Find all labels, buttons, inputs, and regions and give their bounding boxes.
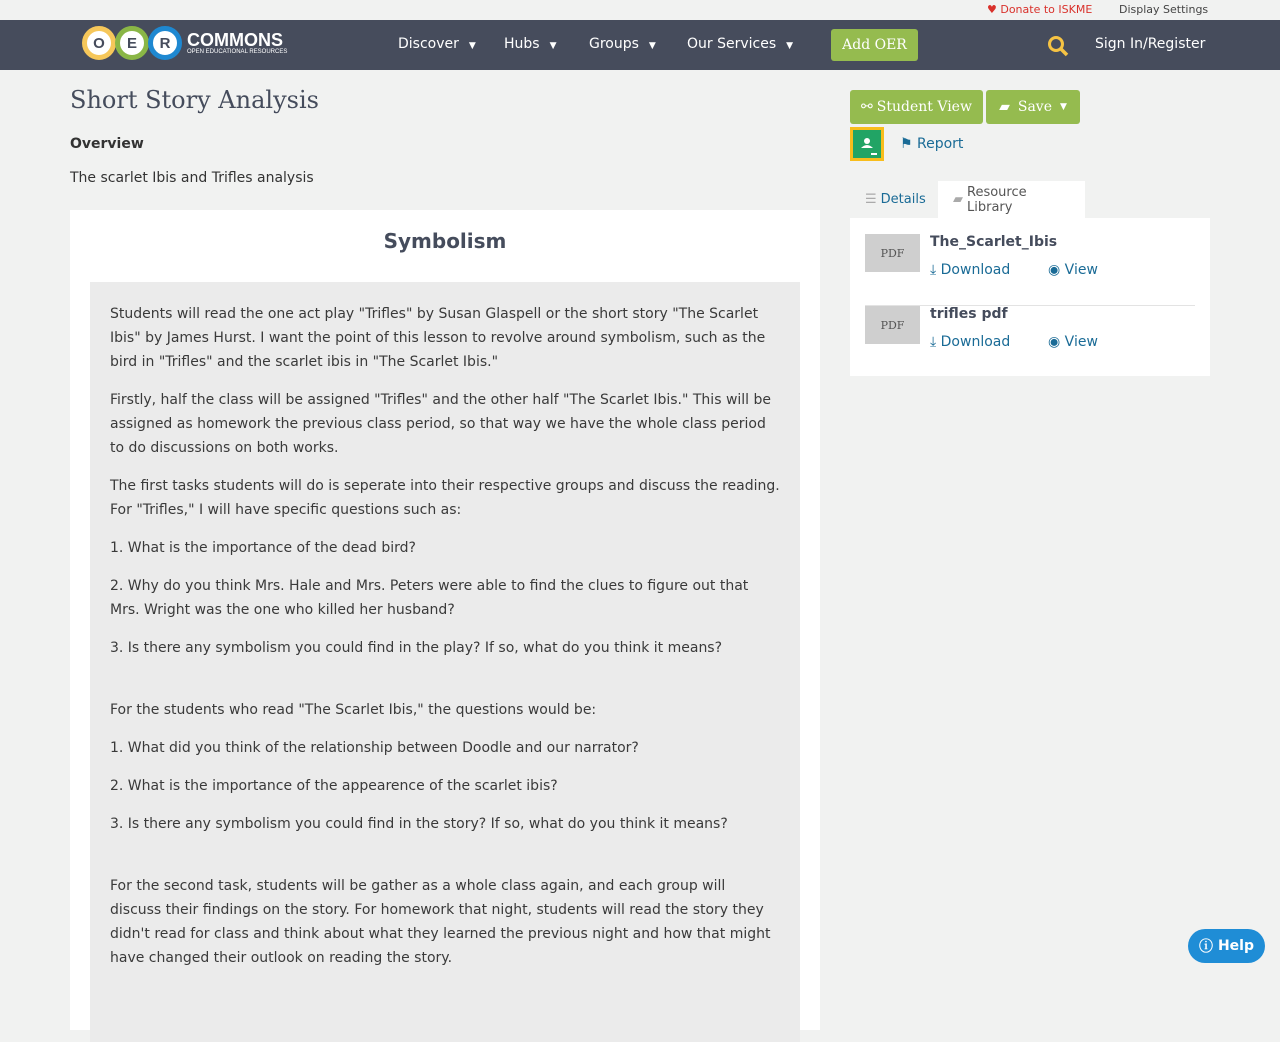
download-icon: ⤓ xyxy=(930,334,937,350)
sign-in-link[interactable]: Sign In/Register xyxy=(1095,36,1206,52)
question-circle-icon: ⓘ xyxy=(1198,939,1213,955)
report-link[interactable] xyxy=(900,136,963,152)
paragraph: Students will read the one act play "Trifles" by Susan Glaspell or the short story "The Scarlet Ibis" by James Hurst. I want the point of this lesson to revolve around symbolism, such as the bird in "Trifles" and the scarlet ibis in "The Scarlet Ibis." xyxy=(110,306,766,370)
download-icon: ⤓ xyxy=(930,262,937,278)
nav-groups[interactable] xyxy=(589,36,656,52)
help-label: Help xyxy=(1217,938,1255,954)
paragraph: 2. Why do you think Mrs. Hale and Mrs. Peters were able to find the clues to figure out that Mrs. Wright was the one who killed her husband? xyxy=(110,578,749,618)
logo-o: O xyxy=(82,26,116,60)
section-card xyxy=(70,210,820,1030)
eye-icon: ◉ xyxy=(1048,262,1061,278)
paragraph: 1. What is the importance of the dead bird? xyxy=(110,540,416,556)
display-settings-link[interactable]: Display Settings xyxy=(1119,3,1209,16)
tab-label: Details xyxy=(880,192,926,207)
save-label: Save xyxy=(1017,99,1052,115)
download-link[interactable] xyxy=(930,334,1010,350)
view-label: View xyxy=(1064,334,1098,350)
section-title: Symbolism xyxy=(383,229,507,253)
tab-resource-library[interactable] xyxy=(938,181,1085,218)
paragraph: For the students who read "The Scarlet Ibis," the questions would be: xyxy=(110,702,597,718)
student-view-label: Student View xyxy=(876,99,972,115)
chevron-down-icon: ▼ xyxy=(549,41,557,51)
logo-r: R xyxy=(148,26,182,60)
pdf-thumbnail: PDF xyxy=(865,234,920,272)
paragraph: The first tasks students will do is seperate into their respective groups and discuss the reading. For "Trifles," I will have specific questions such as: xyxy=(110,478,780,518)
main-nav xyxy=(0,20,1280,70)
save-button[interactable] xyxy=(986,90,1080,124)
help-button[interactable] xyxy=(1188,929,1265,963)
add-oer-button[interactable]: Add OER xyxy=(831,29,918,61)
page-title: Short Story Analysis xyxy=(70,86,319,114)
nav-label: Our Services xyxy=(687,36,777,52)
logo-e: E xyxy=(115,26,149,60)
oer-commons-logo[interactable] xyxy=(82,26,287,60)
search-icon[interactable] xyxy=(1047,35,1069,57)
nav-label: Hubs xyxy=(504,36,540,52)
download-label: Download xyxy=(940,334,1011,350)
overview-heading: Overview xyxy=(70,136,144,152)
resource-library-panel xyxy=(850,218,1210,376)
paragraph: 2. What is the importance of the appearence of the scarlet ibis? xyxy=(110,778,558,794)
paragraph: 1. What did you think of the relationship between Doodle and our narrator? xyxy=(110,740,639,756)
paragraph: For the second task, students will be gather as a whole class again, and each group will discuss their findings on the story. For homework that night, students will read the story they didn't read for class and think about what they learned the previous night and how that might have changed their outlook on reading the story. xyxy=(110,878,771,966)
logo-name: COMMONS xyxy=(187,30,283,50)
overview-text: The scarlet Ibis and Trifles analysis xyxy=(70,170,314,186)
pdf-thumbnail: PDF xyxy=(865,306,920,344)
chevron-down-icon: ▼ xyxy=(648,41,656,51)
resource-item xyxy=(865,306,1195,378)
chevron-down-icon: ▼ xyxy=(786,41,794,51)
nav-label: Groups xyxy=(589,36,639,52)
report-label: Report xyxy=(917,136,964,152)
chevron-down-icon: ▼ xyxy=(468,41,476,51)
view-label: View xyxy=(1064,262,1098,278)
tab-details[interactable] xyxy=(850,181,941,218)
resource-name: The_Scarlet_Ibis xyxy=(930,234,1058,250)
paragraph: 3. Is there any symbolism you could find in the story? If so, what do you think it means? xyxy=(110,816,728,832)
resource-item xyxy=(865,234,1195,306)
google-classroom-icon[interactable] xyxy=(850,127,884,161)
paragraph: Firstly, half the class will be assigned "Trifles" and the other half "The Scarlet Ibis." This will be assigned as homework the previous class period, so that way we have the whole class period to do discussions on both works. xyxy=(110,392,772,456)
flag-icon: ⚑ xyxy=(900,136,913,152)
caret-down-icon: ▼ xyxy=(1060,102,1067,112)
list-icon: ☰ xyxy=(865,192,877,207)
nav-label: Discover xyxy=(398,36,459,52)
download-label: Download xyxy=(940,262,1011,278)
eye-icon: ◉ xyxy=(1048,334,1061,350)
utility-bar xyxy=(0,0,1280,20)
donate-label: Donate to ISKME xyxy=(1000,3,1093,16)
paragraph: 3. Is there any symbolism you could find in the play? If so, what do you think it means? xyxy=(110,640,723,656)
nav-our-services[interactable] xyxy=(687,36,793,52)
logo-tagline: OPEN EDUCATIONAL RESOURCES xyxy=(187,49,288,55)
resource-name: trifles pdf xyxy=(930,306,1008,322)
view-link[interactable] xyxy=(1048,262,1098,278)
download-link[interactable] xyxy=(930,262,1010,278)
view-link[interactable] xyxy=(1048,334,1098,350)
donate-link[interactable]: ♥ Donate to ISKME xyxy=(987,3,1093,16)
folder-open-icon: ▰ xyxy=(999,99,1010,115)
tab-label: Resource Library xyxy=(967,184,1027,215)
student-view-button[interactable] xyxy=(850,90,983,124)
section-body xyxy=(90,282,800,1042)
nav-discover[interactable] xyxy=(398,36,476,52)
book-icon: ▰ xyxy=(953,192,963,207)
nav-hubs[interactable] xyxy=(504,36,557,52)
link-icon: ⚯ xyxy=(861,99,873,115)
